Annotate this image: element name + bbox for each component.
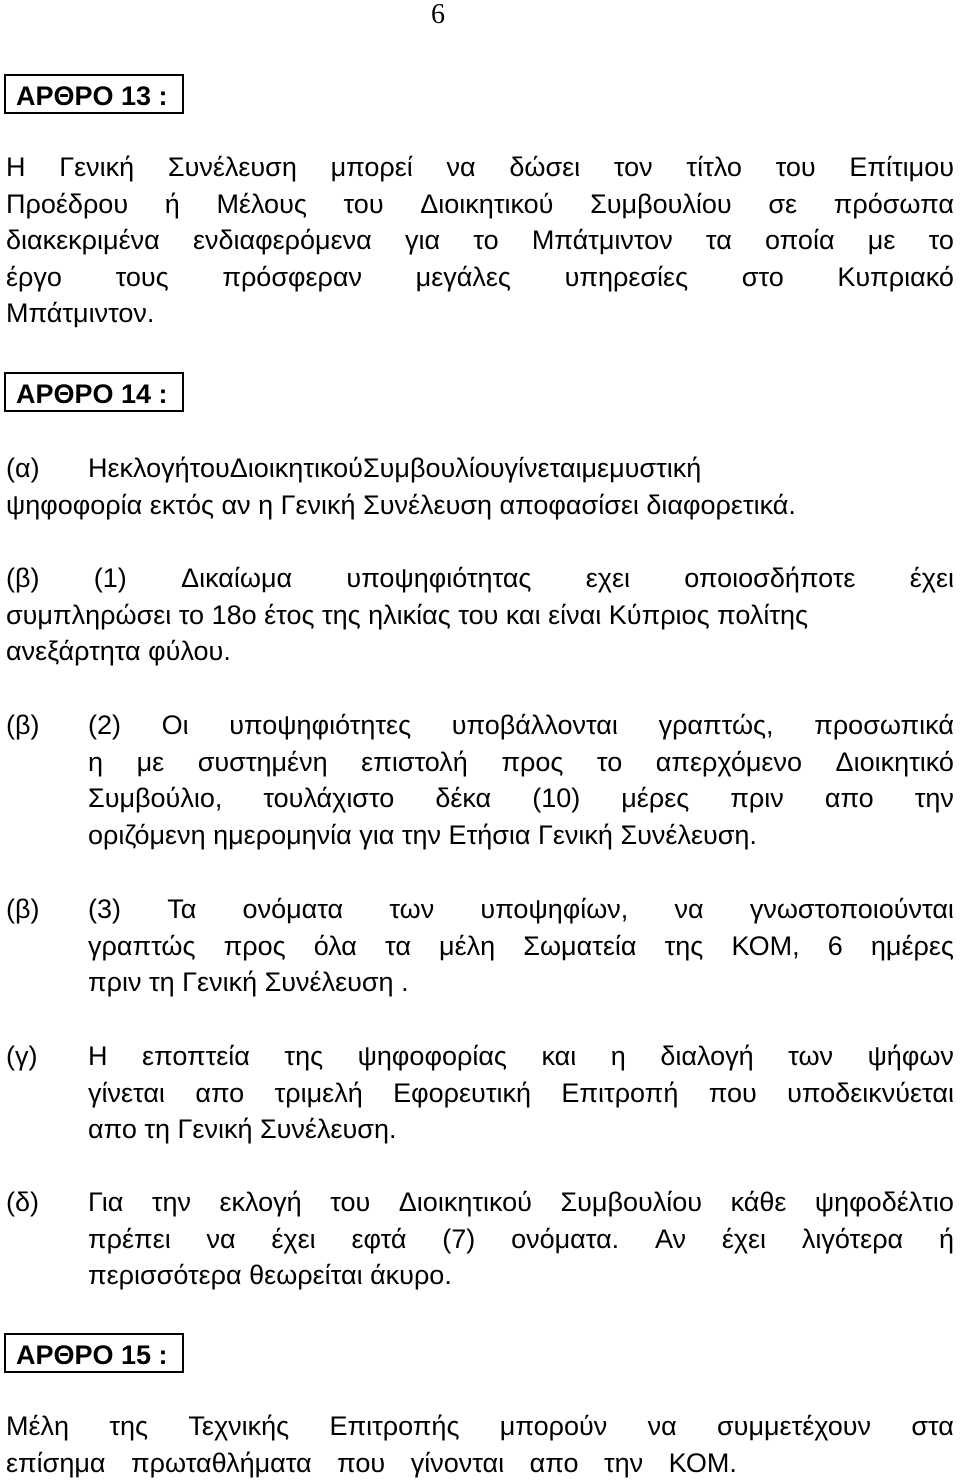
- word: Γενική: [59, 152, 135, 182]
- word: 6: [827, 930, 843, 961]
- word: Κυπριακό: [837, 261, 954, 292]
- word: (1): [93, 563, 127, 593]
- text-line: συμπληρώσει το 18ο έτος της ηλικίας του και είναι Κύπριος πολίτης: [6, 599, 809, 630]
- article-14-item-a: [6, 450, 954, 523]
- word: γραπτώς: [88, 930, 196, 961]
- word: μέλη: [439, 930, 496, 961]
- word: πρόσφεραν: [222, 261, 362, 292]
- text-line: [88, 891, 954, 928]
- word: έχει: [271, 1223, 316, 1254]
- word: δώσει: [509, 152, 581, 182]
- word: υπηρεσίες: [564, 261, 689, 292]
- text-line: επίσημα πρωταθλήματα που γίνονται απο την ΚΟΜ.: [6, 1447, 737, 1478]
- word: Συμβουλίου: [560, 1187, 703, 1217]
- word: (β): [6, 563, 40, 593]
- text-line: [6, 1408, 954, 1445]
- word: γίνεται: [504, 453, 582, 483]
- article-14-item-d: [6, 1184, 954, 1299]
- word: με: [867, 225, 896, 255]
- word: ψήφων: [867, 1041, 954, 1071]
- word: Μέλους: [216, 188, 307, 219]
- word: την: [151, 1187, 192, 1217]
- word: Εφορευτική: [393, 1077, 531, 1108]
- word: απο: [195, 1077, 245, 1108]
- word: πρέπει: [88, 1223, 171, 1254]
- word: συμμετέχουν: [717, 1411, 872, 1441]
- word: ψηφοφορίας: [357, 1041, 507, 1071]
- article-15-text: [6, 1408, 954, 1481]
- word: το: [928, 225, 954, 255]
- item-label: (β): [6, 710, 40, 740]
- word: τίτλο: [686, 152, 742, 182]
- word: στα: [911, 1411, 954, 1441]
- article-14-item-g: [6, 1038, 954, 1153]
- word: (3): [88, 894, 121, 924]
- word: Επίτιμου: [849, 152, 954, 182]
- word: απερχόμενο: [655, 746, 802, 777]
- word: Επιτροπή: [561, 1077, 679, 1108]
- word: κάθε: [730, 1187, 787, 1217]
- word: έχει: [909, 563, 954, 593]
- article-13-heading: ΑΡΘΡΟ 13 :: [4, 74, 184, 114]
- text-line: [88, 1038, 954, 1075]
- word: υποβάλλονται: [451, 710, 618, 740]
- word: Τα: [167, 894, 197, 924]
- word: τουλάχιστο: [263, 783, 395, 813]
- word: Η: [88, 1041, 108, 1071]
- word: στο: [741, 261, 784, 292]
- word: έργο: [6, 261, 62, 292]
- text-line: [88, 780, 954, 817]
- word: ονόματα: [242, 894, 344, 924]
- word: για: [404, 225, 441, 255]
- word: τα: [385, 930, 411, 961]
- text-line: [88, 1221, 954, 1258]
- word: του: [330, 1187, 371, 1217]
- word: Η: [6, 152, 26, 182]
- text-line: περισσότερα θεωρείται άκυρο.: [88, 1260, 452, 1290]
- word: οποιοσδήποτε: [684, 563, 856, 593]
- text-line: [6, 560, 954, 597]
- word: τριμελή: [274, 1077, 363, 1108]
- word: μέρες: [621, 783, 690, 813]
- word: του: [343, 188, 384, 219]
- word: (2): [88, 710, 121, 740]
- word: Η: [88, 453, 108, 483]
- word: του: [775, 152, 816, 182]
- text-line: [88, 1184, 954, 1221]
- word: η: [88, 746, 104, 777]
- word: μεγάλες: [415, 261, 511, 292]
- word: μπορεί: [330, 152, 413, 182]
- word: των: [788, 1041, 834, 1071]
- word: Συμβουλίου: [590, 188, 732, 219]
- word: λιγότερα: [801, 1223, 904, 1254]
- page-number: 6: [431, 0, 445, 30]
- word: Προέδρου: [6, 188, 129, 219]
- article-14-heading: ΑΡΘΡΟ 14 :: [4, 372, 184, 412]
- word: Οι: [161, 710, 189, 740]
- word: να: [206, 1223, 236, 1254]
- word: Συνέλευση: [167, 152, 297, 182]
- text-line: Μπάτμιντον.: [6, 298, 155, 328]
- text-line: [6, 222, 954, 259]
- text-line: [88, 1075, 954, 1112]
- text-line: απο τη Γενική Συνέλευση.: [88, 1114, 397, 1144]
- word: της: [109, 1411, 149, 1441]
- item-label: (β): [6, 894, 40, 924]
- item-label: (δ): [6, 1187, 40, 1217]
- text-line: πριν τη Γενική Συνέλευση .: [88, 967, 409, 997]
- word: Αν: [654, 1223, 687, 1254]
- word: Διοικητικού: [229, 453, 363, 483]
- word: Συμβούλιο,: [88, 783, 223, 813]
- text-line: [6, 186, 954, 223]
- word: με: [581, 453, 610, 483]
- word: γραπτώς,: [658, 710, 774, 740]
- word: προς: [501, 746, 564, 777]
- word: το: [473, 225, 499, 255]
- article-14-item-b3: [6, 891, 954, 1006]
- word: τα: [705, 225, 732, 255]
- word: υποδεικνύεται: [787, 1077, 954, 1108]
- word: εχει: [585, 563, 630, 593]
- word: της: [284, 1041, 324, 1071]
- word: (10): [532, 783, 581, 813]
- item-label: (α): [6, 453, 40, 483]
- article-15-heading: ΑΡΘΡΟ 15 :: [4, 1333, 184, 1373]
- word: ΚΟΜ,: [731, 930, 800, 961]
- article-14-item-b1: [6, 560, 954, 670]
- word: μπορούν: [499, 1411, 608, 1441]
- word: Τεχνικής: [188, 1411, 290, 1441]
- word: Διοικητικού: [398, 1187, 532, 1217]
- word: γίνεται: [88, 1077, 165, 1108]
- word: Σωματεία: [523, 930, 637, 961]
- item-label: (γ): [6, 1041, 38, 1071]
- word: Μπάτμιντον: [531, 225, 673, 255]
- text-line: [88, 928, 954, 965]
- word: μυστική: [609, 453, 702, 483]
- word: να: [674, 894, 704, 924]
- text-line: [88, 707, 954, 744]
- word: συστημένη: [197, 746, 328, 777]
- word: Δικαίωμα: [181, 563, 293, 593]
- text-line: [6, 149, 954, 186]
- word: Μέλη: [6, 1411, 70, 1441]
- word: την: [914, 783, 954, 813]
- word: δέκα: [435, 783, 492, 813]
- word: γνωστοποιούνται: [749, 894, 954, 924]
- word: πρόσωπα: [833, 188, 954, 219]
- word: Διοικητικό: [835, 746, 954, 777]
- word: και: [541, 1041, 577, 1071]
- word: απο: [824, 783, 874, 813]
- word: ενδιαφερόμενα: [192, 225, 372, 255]
- text-line: ψηφοφορία εκτός αν η Γενική Συνέλευση αποφασίσει διαφορετικά.: [6, 489, 796, 520]
- word: τον: [613, 152, 653, 182]
- word: προσωπικά: [814, 710, 954, 740]
- word: (7): [442, 1223, 476, 1254]
- word: τους: [115, 261, 169, 292]
- word: ημέρες: [870, 930, 954, 961]
- article-14-item-b2: [6, 707, 954, 857]
- word: ονόματα.: [511, 1223, 620, 1254]
- word: Διοικητικού: [420, 188, 554, 219]
- word: εκλογή: [107, 453, 190, 483]
- word: Συμβουλίου: [362, 453, 505, 483]
- word: εποπτεία: [142, 1041, 250, 1071]
- word: ή: [938, 1223, 954, 1254]
- word: με: [136, 746, 165, 777]
- word: Επιτροπής: [329, 1411, 460, 1441]
- word: πριν: [730, 783, 784, 813]
- text-line: [6, 259, 954, 296]
- word: ή: [164, 188, 180, 219]
- word: Για: [88, 1187, 124, 1217]
- text-line: [88, 744, 954, 781]
- item-first-line: [88, 450, 954, 487]
- text-line: [6, 450, 954, 487]
- word: του: [189, 453, 230, 483]
- word: προς: [223, 930, 286, 961]
- text-line: οριζόμενη ημερομηνία για την Ετήσια Γενική Συνέλευση.: [88, 819, 757, 850]
- word: των: [389, 894, 435, 924]
- word: το: [596, 746, 623, 777]
- word: σε: [768, 188, 798, 219]
- word: διαλογή: [660, 1041, 754, 1071]
- word: οποία: [765, 225, 835, 255]
- word: της: [664, 930, 704, 961]
- word: όλα: [313, 930, 357, 961]
- word: που: [708, 1077, 757, 1108]
- word: να: [647, 1411, 677, 1441]
- word: να: [446, 152, 476, 182]
- text-line: ανεξάρτητα φύλου.: [6, 636, 231, 666]
- word: η: [610, 1041, 626, 1071]
- word: υποψηφίων,: [480, 894, 629, 924]
- word: εφτά: [351, 1223, 407, 1254]
- article-13-text: [6, 149, 954, 332]
- word: υποψηφιότητες: [229, 710, 412, 740]
- word: επιστολή: [361, 746, 468, 777]
- word: υποψηφιότητας: [346, 563, 532, 593]
- word: έχει: [721, 1223, 767, 1254]
- word: ψηφοδέλτιο: [814, 1187, 954, 1217]
- word: εκλογή: [219, 1187, 302, 1217]
- word: διακεκριμένα: [6, 225, 160, 255]
